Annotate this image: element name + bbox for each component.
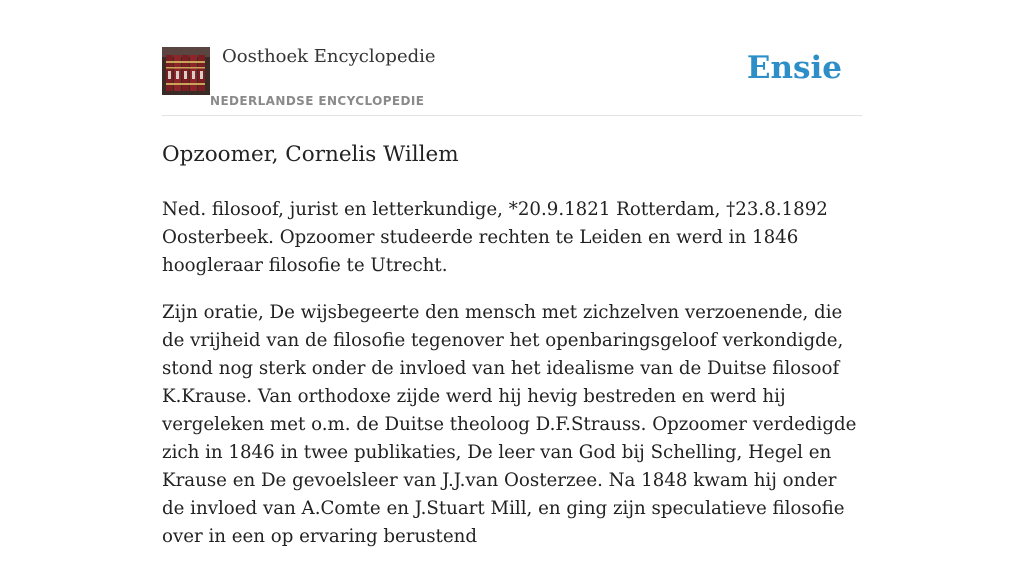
site-header	[162, 0, 862, 116]
article	[162, 140, 862, 570]
article-title: Opzoomer, Cornelis Willem	[162, 142, 459, 167]
article-paragraph: Ned. filosoof, jurist en letterkundige, *20.9.1821 Rotterdam, †23.8.1892 Oosterbeek. Opzoomer studeerde rechten te Leiden en werd in 1846 hoogleraar filosofie te Utrecht.	[162, 199, 828, 276]
brand-logo-link[interactable]: Ensie	[746, 50, 842, 86]
encyclopedia-books-icon	[162, 47, 210, 95]
site-tagline: NEDERLANDSE ENCYCLOPEDIE	[210, 94, 425, 108]
logo[interactable]	[162, 47, 210, 95]
site-name[interactable]: Oosthoek Encyclopedie	[222, 46, 436, 67]
article-paragraph: Zijn oratie, De wijsbegeerte den mensch met zichzelven verzoenende, die de vrijheid van de filosofie tegenover het openbaringsgeloof verkondigde, stond nog sterk onder de invloed van het idealisme van de Duitse filosoof K.Krause. Van orthodoxe zijde werd hij hevig bestreden en werd hij vergeleken met o.m. de Duitse theoloog D.F.Strauss. Opzoomer verdedigde zich in 1846 in twee publikaties, De leer van God bij Schelling, Hegel en Krause en De gevoelsleer van J.J.van Oosterzee. Na 1848 kwam hij onder de invloed van A.Comte en J.Stuart Mill, en ging zijn speculatieve filosofie over in een op ervaring berustend	[162, 302, 857, 547]
